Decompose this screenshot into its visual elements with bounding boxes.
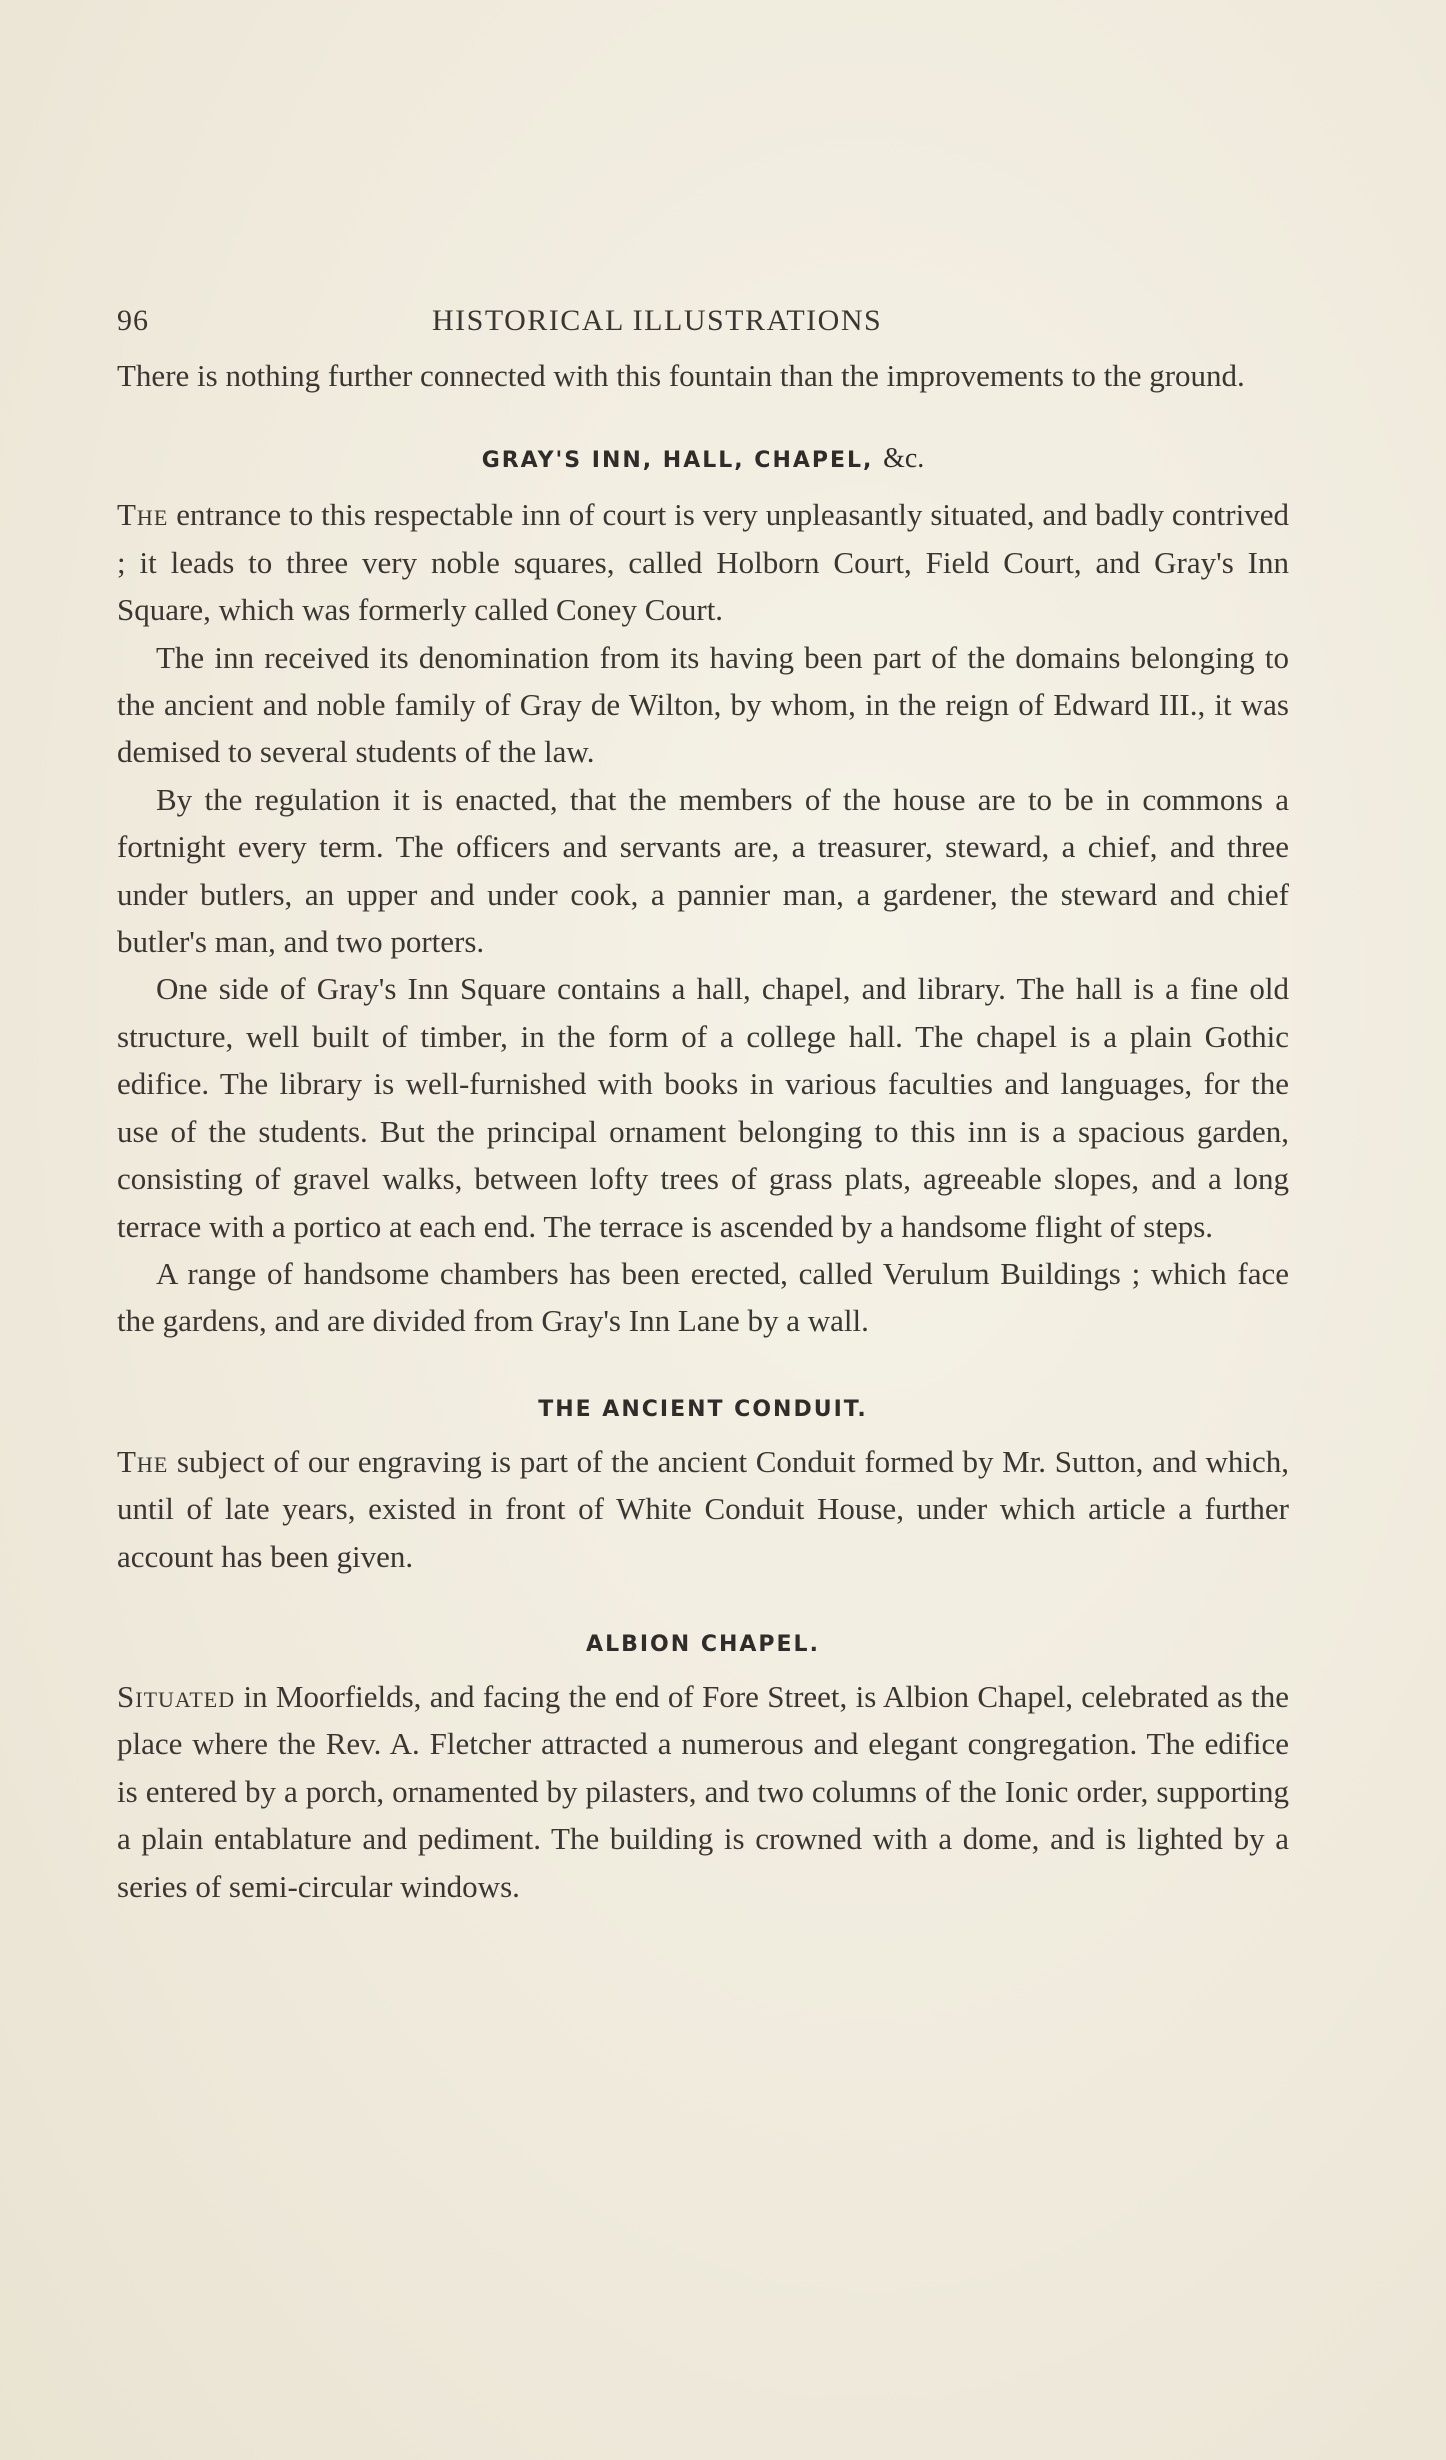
section-heading-suffix: &c. xyxy=(883,443,925,475)
paragraph: A range of handsome chambers has been erected, called Verulum Buildings ; which face the gardens, and are divided from Gray's Inn Lane by a wall. xyxy=(117,1255,1289,1339)
intro-paragraph: There is nothing further connected with this fountain than the improvements to the ground. xyxy=(117,358,1245,393)
section-heading-text: GRAY'S INN, HALL, CHAPEL, xyxy=(481,448,874,474)
section-heading-albion-chapel: ALBION CHAPEL. xyxy=(586,1631,820,1657)
paragraph xyxy=(117,1438,1289,1580)
paragraph-lead: Situated xyxy=(117,1678,236,1714)
paragraph-text: subject of our engraving is part of the ancient Conduit formed by Mr. Sutton, and which, until of late years, existed in front of White Conduit House, under which article a further account has been given. xyxy=(117,1443,1289,1574)
paragraph-lead: The xyxy=(117,497,169,533)
section-heading-grays-inn xyxy=(117,443,1289,475)
paragraph: The inn received its denomination from its having been part of the domains belonging to the ancient and noble family of Gray de Wilton, by whom, in the reign of Edward III., it was demised to several students of the law. xyxy=(117,639,1289,770)
paragraph-text: in Moorfields, and facing the end of Fore Street, is Albion Chapel, celebrated as the place where the Rev. A. Fletcher attracted a numerous and elegant congregation. The edifice is entered by a porch, ornamented by pilasters, and two columns of the Ionic order, supporting a plain entablature and pediment. The building is crowned with a dome, and is lighted by a series of semi-circular windows. xyxy=(117,1678,1289,1904)
paragraph-lead: The xyxy=(117,1443,169,1479)
section-heading-ancient-conduit: THE ANCIENT CONDUIT. xyxy=(538,1396,868,1422)
paragraph xyxy=(117,491,1289,633)
paragraph-text: entrance to this respectable inn of court is very unpleasantly situated, and badly contrived ; it leads to three very noble squares, called Holborn Court, Field Court, and Gray's Inn Square, which was formerly called Coney Court. xyxy=(117,497,1289,628)
paragraph xyxy=(117,1673,1289,1910)
page-number: 96 xyxy=(117,304,149,337)
running-head xyxy=(117,300,1289,344)
book-page xyxy=(117,300,1289,1910)
paragraph: One side of Gray's Inn Square contains a hall, chapel, and library. The hall is a fine old structure, well built of timber, in the form of a college hall. The chapel is a plain Gothic edifice. The library is well-furnished with books in various faculties and languages, for the use of the students. But the principal ornament belonging to this inn is a spacious garden, consisting of gravel walks, between lofty trees of grass plats, agreeable slopes, and a long terrace with a portico at each end. The terrace is ascended by a handsome flight of steps. xyxy=(117,971,1289,1244)
paragraph: By the regulation it is enacted, that the members of the house are to be in commons a fortnight every term. The officers and servants are, a treasurer, steward, a chief, and three under butlers, an upper and under cook, a pannier man, a gardener, the steward and chief butler's man, and two porters. xyxy=(117,781,1289,960)
running-title: HISTORICAL ILLUSTRATIONS xyxy=(432,304,883,337)
